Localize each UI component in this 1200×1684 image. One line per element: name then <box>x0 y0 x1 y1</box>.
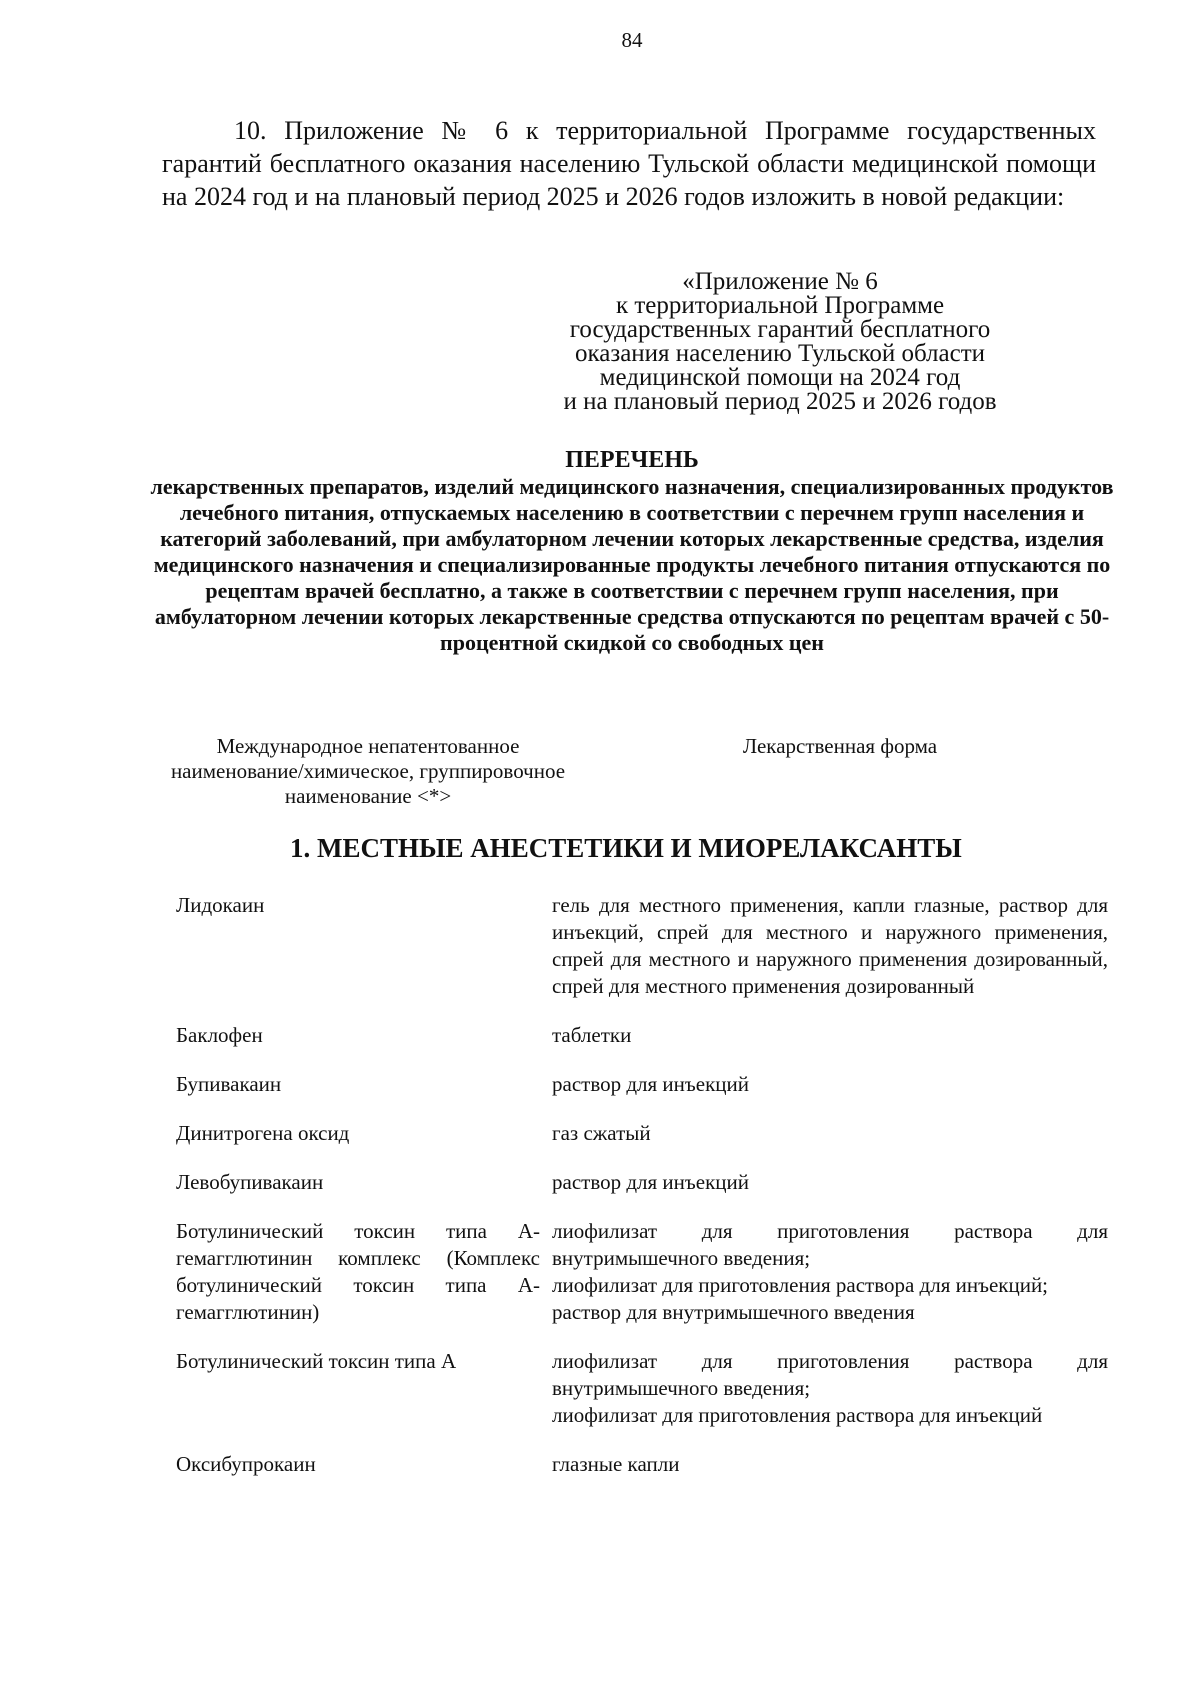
table-row <box>176 1169 1116 1196</box>
drug-form: раствор для инъекций <box>552 1170 749 1194</box>
table-row <box>176 1218 1116 1326</box>
page-number: 84 <box>621 28 643 52</box>
drug-form: глазные капли <box>552 1452 680 1476</box>
table-row <box>176 1120 1116 1147</box>
drug-name: Левобупивакаин <box>176 1170 324 1194</box>
drug-forms <box>552 1169 1108 1196</box>
appendix-line: к территориальной Программе <box>615 292 945 319</box>
table-row <box>176 1022 1116 1049</box>
drug-name: Ботулинический токсин типа А <box>176 1349 457 1373</box>
appendix-line: и на плановый период 2025 и 2026 годов <box>563 388 997 415</box>
drug-form: газ сжатый <box>552 1121 651 1145</box>
appendix-line: оказания населению Тульской области <box>574 340 986 367</box>
table-row <box>176 1348 1116 1429</box>
drug-forms <box>552 1348 1108 1429</box>
table-row <box>176 1451 1116 1478</box>
title-body: лекарственных препаратов, изделий медицинского назначения, специализированных продуктов лечебного питания, отпускаемых населению в соответствии с перечнем групп населения и категорий заболеваний, при амбулаторном лечении которых лекарственные средства, изделия медицинского назначения и специализированные продукты лечебного питания отпускаются по рецептам врачей бесплатно, а также в соответствии с перечнем групп населения, при амбулаторном лечении которых лекарственные средства отпускаются по рецептам врачей с 50-процентной скидкой со свободных цен <box>150 474 1114 655</box>
appendix-line: «Приложение № 6 <box>682 268 878 295</box>
drug-form: таблетки <box>552 1023 632 1047</box>
appendix-line: медицинской помощи на 2024 год <box>599 364 961 391</box>
drug-forms <box>552 1071 1108 1098</box>
drug-form: лиофилизат для приготовления раствора для инъекций <box>552 1403 1043 1427</box>
drug-forms <box>552 1451 1108 1478</box>
drug-form: лиофилизат для приготовления раствора для инъекций; <box>552 1273 1049 1297</box>
intro-paragraph: 10. Приложение № 6 к территориальной Программе государственных гарантий бесплатного оказания населению Тульской области медицинской помощи на 2024 год и на плановый период 2025 и 2026 годов изложить в новой редакции: <box>162 116 1096 211</box>
drug-forms <box>552 1022 1108 1049</box>
drug-form: раствор для инъекций <box>552 1072 749 1096</box>
drug-name: Динитрогена оксид <box>176 1121 350 1145</box>
drug-name: Оксибупрокаин <box>176 1452 316 1476</box>
section-title: 1. МЕСТНЫЕ АНЕСТЕТИКИ И МИОРЕЛАКСАНТЫ <box>290 833 962 863</box>
document-title <box>150 446 1114 656</box>
drug-name: Баклофен <box>176 1023 263 1047</box>
drug-name: Бупивакаин <box>176 1072 282 1096</box>
drug-forms <box>552 892 1108 1000</box>
drug-list <box>176 892 1116 1500</box>
column-header-name: Международное непатентованное наименование/химическое, группировочное наименование <*> <box>170 734 566 808</box>
drug-name: Лидокаин <box>176 893 265 917</box>
drug-forms <box>552 1120 1108 1147</box>
drug-form: гель для местного применения, капли глазные, раствор для инъекций, спрей для местного и наружного применения, спрей для местного и наружного применения дозированный, спрей для местного применения дозированный <box>552 893 1108 998</box>
appendix-header <box>530 270 1030 414</box>
drug-forms <box>552 1218 1108 1326</box>
table-row <box>176 892 1116 1000</box>
drug-form: лиофилизат для приготовления раствора для внутримышечного введения; <box>552 1349 1108 1400</box>
table-row <box>176 1071 1116 1098</box>
column-header-form: Лекарственная форма <box>742 734 938 758</box>
title-heading: ПЕРЕЧЕНЬ <box>565 447 699 473</box>
drug-form: лиофилизат для приготовления раствора для внутримышечного введения; <box>552 1219 1108 1270</box>
appendix-line: государственных гарантий бесплатного <box>569 316 991 343</box>
drug-form: раствор для внутримышечного введения <box>552 1300 915 1324</box>
drug-name: Ботулинический токсин типа А-гемагглютинин комплекс (Комплекс ботулинический токсин типа А-гемагглютинин) <box>176 1219 540 1324</box>
